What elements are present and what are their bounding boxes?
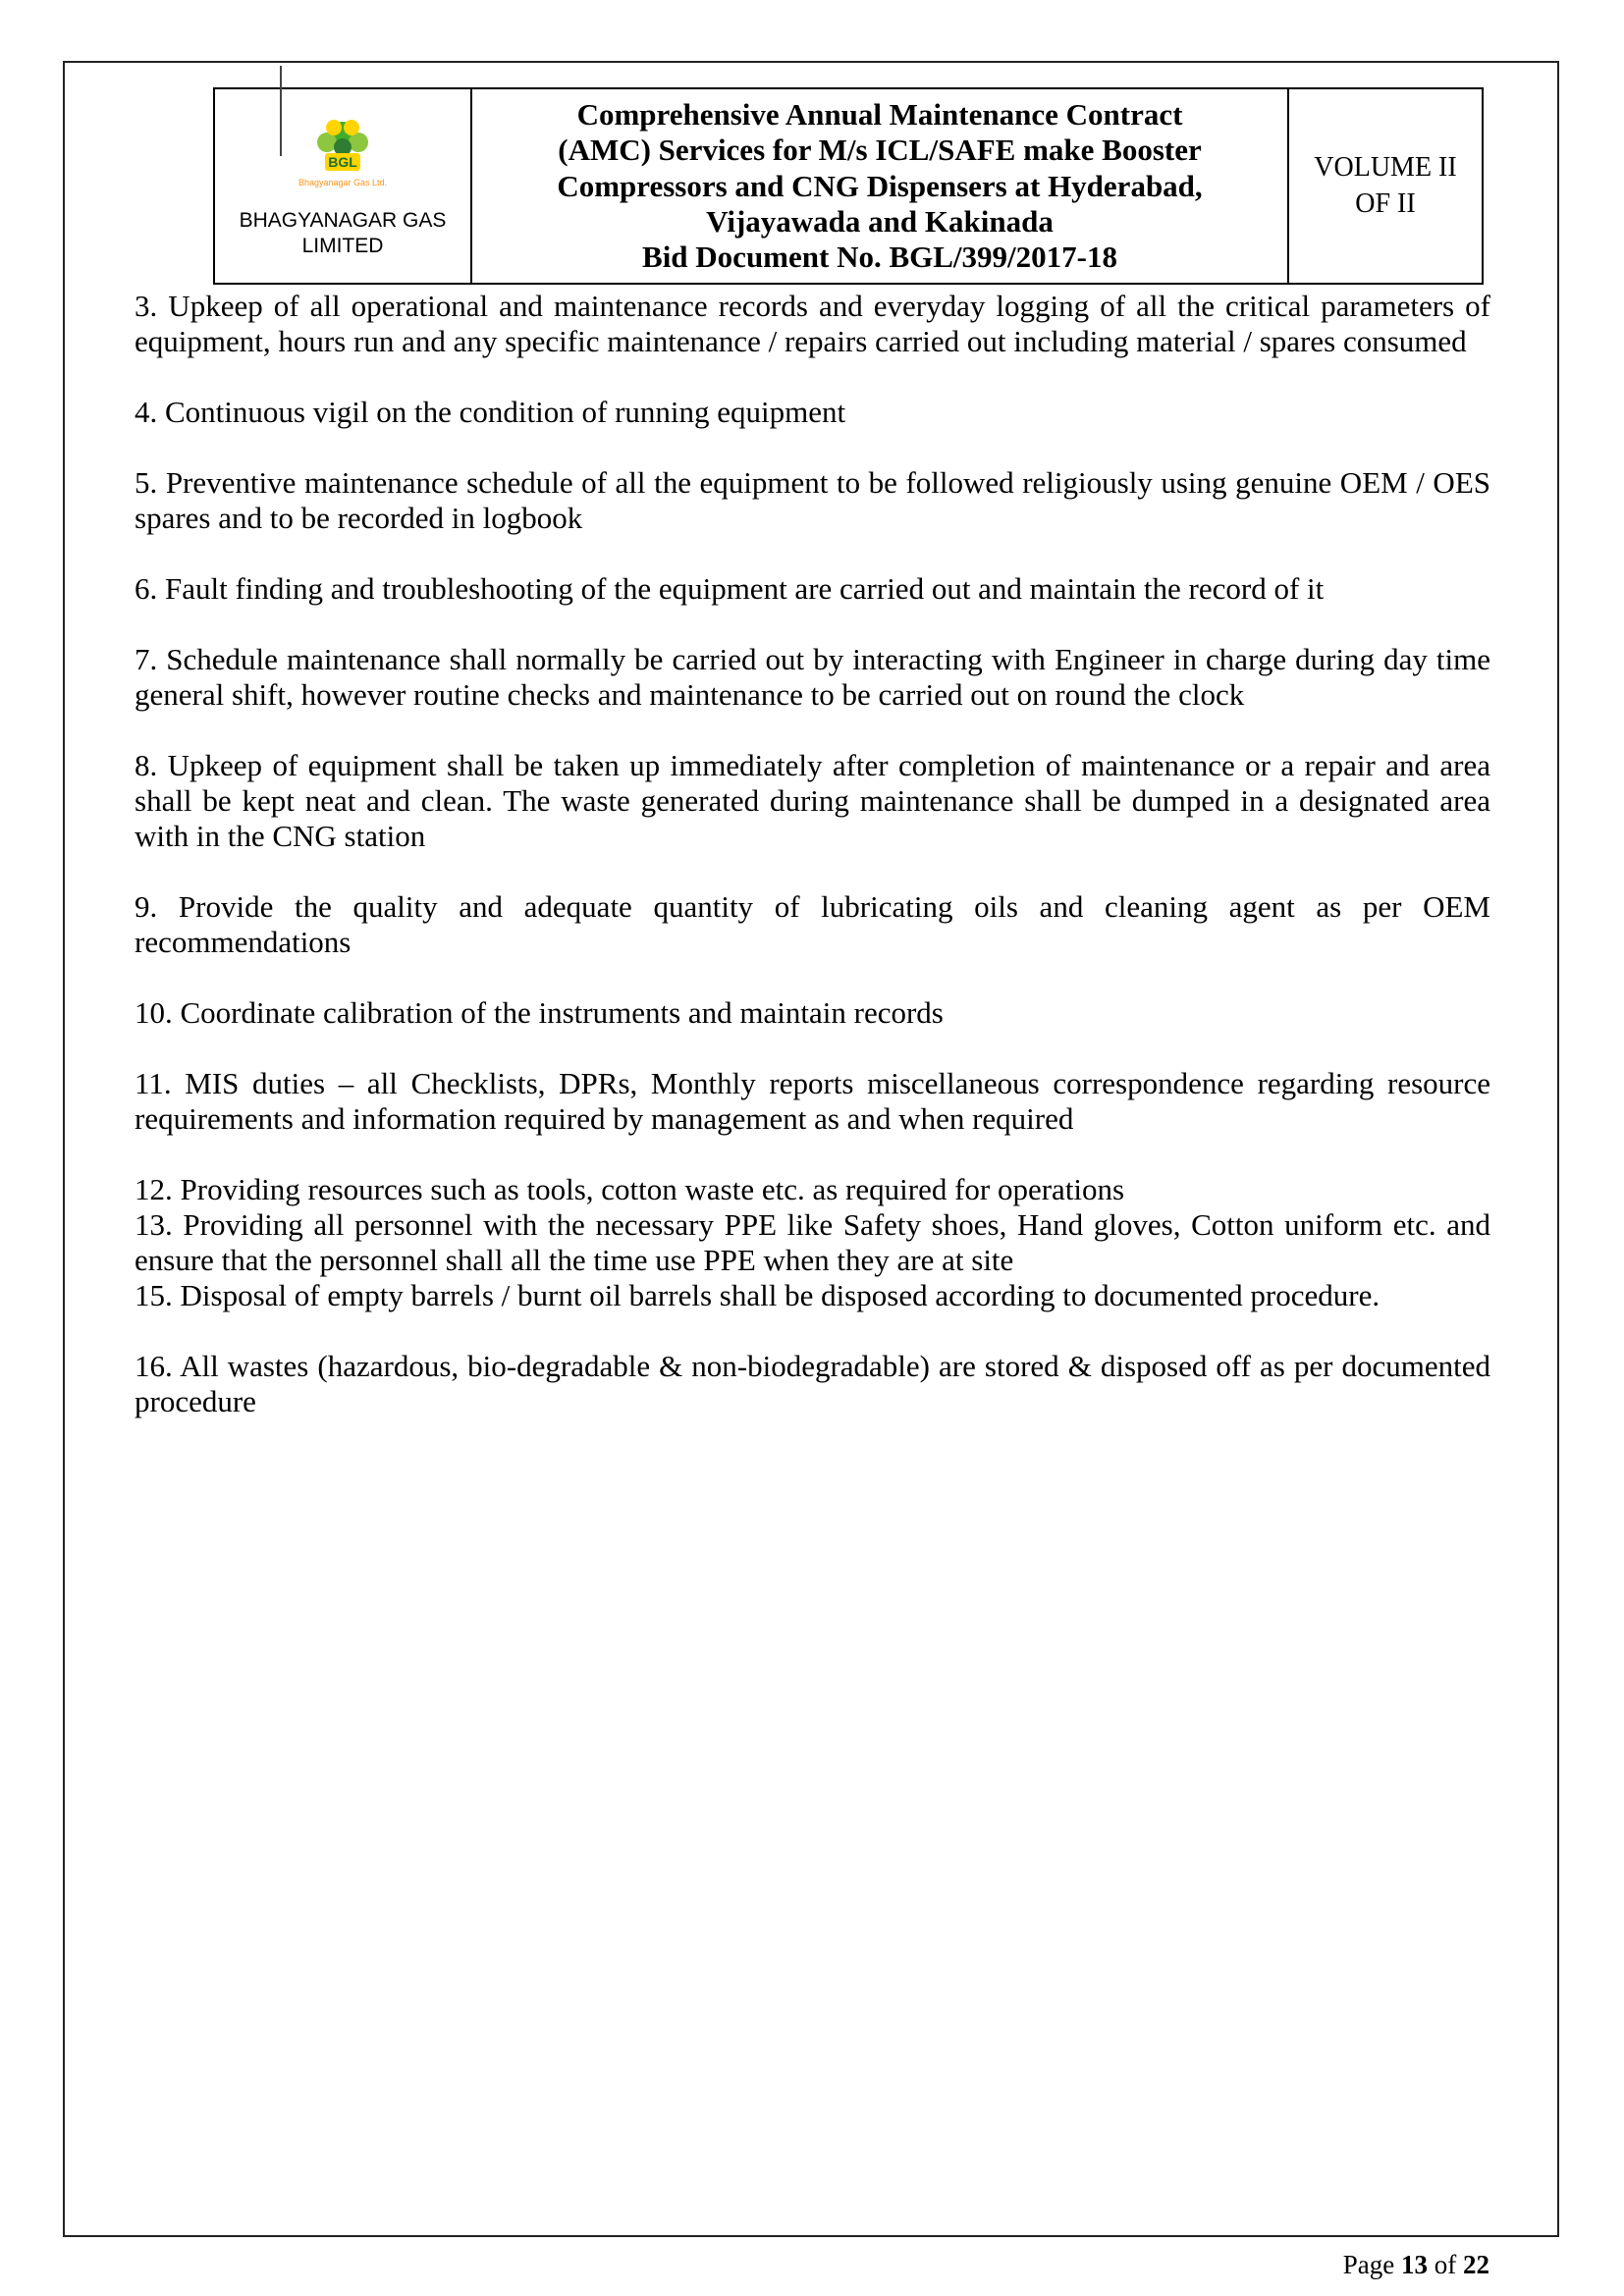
logo-cell — [214, 88, 471, 284]
bgl-logo-icon — [284, 115, 402, 199]
paragraph-item-9: 9. Provide the quality and adequate quantity of lubricating oils and cleaning agent as per OEM recommendations — [135, 889, 1490, 959]
paragraph-item-5: 5. Preventive maintenance schedule of all the equipment to be followed religiously using genuine OEM / OES spares and to be recorded in logbook — [135, 465, 1490, 535]
volume-line2: OF II — [1355, 187, 1416, 219]
document-title-cell — [471, 88, 1288, 284]
title-line-2: (AMC) Services for M/s ICL/SAFE make Booster — [558, 133, 1202, 168]
paragraph-item-3: 3. Upkeep of all operational and maintenance records and everyday logging of all the critical parameters of equipment, hours run and any specific maintenance / repairs carried out including material / spares consumed — [135, 289, 1490, 358]
title-line-3: Compressors and CNG Dispensers at Hyderabad, — [557, 168, 1203, 203]
org-name-line2: LIMITED — [301, 235, 384, 258]
bid-document-number: Bid Document No. BGL/399/2017-18 — [642, 240, 1117, 275]
paragraph-item-4: 4. Continuous vigil on the condition of running equipment — [135, 395, 846, 429]
paragraph-item-10: 10. Coordinate calibration of the instruments and maintain records — [135, 995, 944, 1030]
paragraph-item-11: 11. MIS duties – all Checklists, DPRs, Monthly reports miscellaneous correspondence regarding resource requirements and information required by management as and when required — [135, 1066, 1490, 1136]
logo-subtext: Bhagyanagar Gas Ltd. — [298, 177, 388, 187]
title-line-4: Vijayawada and Kakinada — [706, 203, 1054, 239]
header-table — [213, 87, 1484, 285]
paragraph-item-15: 15. Disposal of empty barrels / burnt oil barrels shall be disposed according to documented procedure. — [135, 1278, 1380, 1312]
volume-cell — [1288, 88, 1483, 284]
footer-page-word: Page — [1342, 2250, 1395, 2279]
org-name-line1: BHAGYANAGAR GAS — [239, 208, 447, 232]
page-border — [63, 61, 1559, 2237]
footer-current-page: 13 — [1401, 2250, 1428, 2279]
page-footer — [1343, 2250, 1489, 2280]
paragraph-item-13: 13. Providing all personnel with the necessary PPE like Safety shoes, Hand gloves, Cotton uniform etc. and ensure that the personnel shall all the time use PPE when they are at site — [135, 1207, 1490, 1277]
title-line-1: Comprehensive Annual Maintenance Contract — [576, 97, 1183, 132]
paragraph-item-8: 8. Upkeep of equipment shall be taken up immediately after completion of maintenance or a repair and area shall be kept neat and clean. The waste generated during maintenance shall be dumped in a designated area with in the CNG station — [135, 748, 1490, 853]
paragraph-item-6: 6. Fault finding and troubleshooting of the equipment are carried out and maintain the record of it — [135, 571, 1325, 606]
volume-line1: VOLUME II — [1314, 152, 1457, 184]
footer-of-word: of — [1434, 2250, 1457, 2279]
logo-cell-divider — [280, 66, 282, 156]
org-name — [219, 208, 466, 260]
paragraph-item-7: 7. Schedule maintenance shall normally be carried out by interacting with Engineer in charge during day time general shift, however routine checks and maintenance to be carried out on round the clock — [135, 642, 1490, 712]
paragraph-item-16: 16. All wastes (hazardous, bio-degradable & non-biodegradable) are stored & disposed off as per documented procedure — [135, 1349, 1490, 1418]
footer-total-pages: 22 — [1463, 2250, 1489, 2279]
paragraph-item-12: 12. Providing resources such as tools, cotton waste etc. as required for operations — [135, 1172, 1125, 1206]
logo-text: BGL — [328, 153, 357, 170]
body-content — [135, 289, 1490, 1419]
